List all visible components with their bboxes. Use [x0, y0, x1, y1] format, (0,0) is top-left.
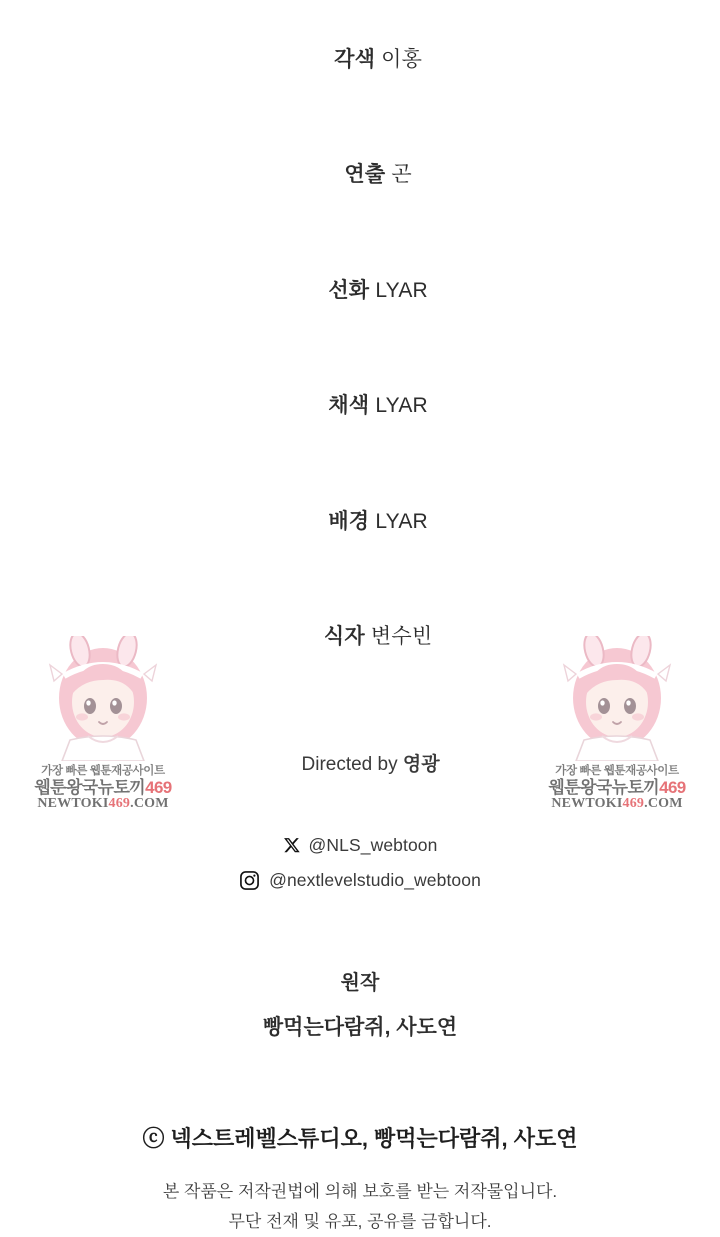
watermark-tagline: 가장 빠른 웹툰재공사이트	[41, 764, 165, 777]
credit-role: 선화	[328, 278, 370, 302]
copyright-line: ⓒ 넥스트레벨스튜디오, 빵먹는다람쥐, 사도연	[142, 1126, 578, 1151]
watermark-tagline: 가장 빠른 웹툰재공사이트	[555, 764, 679, 777]
credit-row	[0, 233, 720, 349]
copyright-block	[0, 1123, 720, 1155]
instagram-icon	[239, 870, 260, 891]
x-twitter-handle: @NLS_webtoon	[308, 834, 438, 855]
legal-line-2: 무단 전재 및 유포, 공유를 금합니다.	[228, 1212, 492, 1231]
watermark-domain-text: NEWTOKI	[551, 796, 623, 811]
credit-role: 배경	[328, 509, 370, 533]
credit-name: LYAR	[375, 394, 428, 417]
credit-row	[0, 349, 720, 465]
directed-by-name: 영광	[402, 754, 440, 775]
watermark-domain-number: 469	[108, 796, 131, 811]
credit-role: 채색	[328, 394, 370, 417]
legal-line-1: 본 작품은 저작권법에 의해 보호를 받는 저작물입니다.	[162, 1182, 558, 1201]
credit-row	[0, 580, 720, 696]
social-link-x[interactable]	[0, 830, 720, 860]
directed-by-label: Directed by	[301, 754, 398, 775]
social-links	[0, 830, 720, 895]
credit-name: 변수빈	[370, 625, 433, 648]
credit-name: 곤	[391, 163, 412, 186]
watermark-domain-text: NEWTOKI	[37, 796, 109, 811]
credit-role: 연출	[344, 163, 386, 186]
credit-row	[0, 464, 720, 580]
original-work-authors: 빵먹는다람쥐, 사도연	[262, 1016, 458, 1039]
credit-row	[0, 2, 720, 118]
original-work	[0, 968, 720, 1043]
watermark-site-number: 469	[145, 778, 172, 797]
credit-name: LYAR	[375, 278, 428, 302]
legal-notice	[0, 1177, 720, 1237]
credit-role: 각색	[334, 47, 376, 71]
watermark-site-text: 웹툰왕국뉴토끼	[34, 778, 146, 797]
x-twitter-icon	[283, 837, 300, 854]
social-link-instagram[interactable]	[0, 865, 720, 895]
credit-row	[0, 118, 720, 234]
watermark-site-text: 웹툰왕국뉴토끼	[548, 778, 660, 797]
credit-name: LYAR	[375, 509, 428, 533]
credit-role: 식자	[323, 625, 365, 648]
directed-by	[0, 726, 720, 804]
instagram-handle: @nextlevelstudio_webtoon	[269, 869, 481, 890]
credit-name: 이홍	[381, 47, 423, 71]
watermark-site-number: 469	[659, 778, 686, 797]
watermark-domain-suffix: .COM	[130, 796, 169, 811]
watermark-domain-number: 469	[622, 796, 645, 811]
original-work-label: 원작	[340, 972, 380, 994]
watermark-domain-suffix: .COM	[644, 796, 683, 811]
